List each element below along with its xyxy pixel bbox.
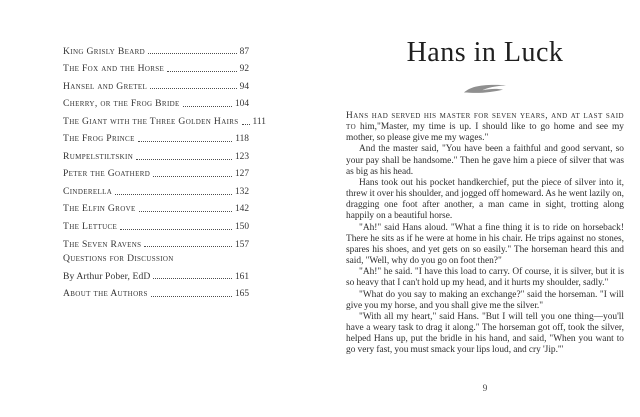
- toc-dot-leader: [153, 176, 232, 177]
- toc-entry-label: Cinderella: [63, 185, 113, 197]
- toc-dot-leader: [151, 296, 232, 297]
- ornament-icon: [346, 83, 624, 95]
- toc-dot-leader: [138, 141, 233, 142]
- toc-entry-page: 127: [234, 169, 249, 180]
- story-paragraph: Hans took out his pocket handkerchief, put the piece of silver into it, threw it over his shoulder, and jogged off homeward. As he went lazily on, dragging one foot after another, a man came in sight, trotting along happily on a beautiful horse.: [346, 177, 624, 222]
- toc-entry-page: 157: [234, 239, 249, 250]
- toc-entry: [63, 111, 266, 129]
- toc-entry-page: 118: [235, 134, 249, 145]
- toc-entry-page: 94: [239, 81, 249, 92]
- toc-entry-page: 150: [234, 222, 249, 233]
- toc-entry-heading: [63, 252, 249, 267]
- toc-dot-leader: [150, 88, 237, 89]
- toc-entry-page: 132: [234, 186, 249, 197]
- toc-entry-label: About the Authors: [63, 288, 148, 300]
- toc-entry-label: Peter the Goatherd: [63, 168, 151, 180]
- story-body: [346, 111, 624, 356]
- toc-entry-page: 142: [234, 204, 249, 215]
- toc-entry: [63, 59, 249, 77]
- story-paragraph: And the master said, "You have been a faithful and good servant, so your pay shall be handsome." Then he gave him a piece of silver that was as big as his head.: [346, 144, 624, 177]
- toc-entry: [63, 146, 249, 164]
- toc-entry-label: The Frog Prince: [63, 133, 135, 145]
- toc-entry: [63, 181, 249, 199]
- toc-entry-label: The Giant with the Three Golden Hairs: [63, 115, 239, 127]
- toc-entry: [63, 76, 249, 94]
- toc-dot-leader: [153, 278, 232, 279]
- toc-entry-page: 92: [239, 64, 249, 75]
- toc-entry: [63, 284, 249, 302]
- toc-entry-label: The Lettuce: [63, 221, 118, 233]
- toc-dot-leader: [136, 159, 232, 160]
- toc-entry-page: 161: [234, 271, 249, 282]
- toc-entry-label: King Grisly Beard: [63, 45, 146, 57]
- toc-entry-label: The Fox and the Horse: [63, 63, 165, 75]
- toc-entry: [63, 234, 249, 252]
- story-paragraph: "Ah!" said Hans aloud. "What a fine thing it is to ride on horseback! There he sits as if he were at home in his chair. He trips against no stones, spares his shoes, and yet gets on so easily." The horseman heard this and said, "Well, why do you go on foot then?": [346, 222, 624, 267]
- toc-dot-leader: [242, 124, 250, 125]
- toc-entry: [63, 129, 249, 147]
- story-page: [346, 0, 624, 417]
- toc-entry-label: Questions for Discussion: [63, 253, 174, 265]
- story-paragraph: "What do you say to making an exchange?" said the horseman. "I will give you my horse, and you shall give me the silver.": [346, 289, 624, 311]
- toc-dot-leader: [167, 71, 236, 72]
- table-of-contents: [63, 41, 266, 301]
- toc-entry-page: 165: [234, 289, 249, 300]
- toc-entry-label: The Elfin Grove: [63, 203, 136, 215]
- toc-entry-page: 123: [234, 151, 249, 162]
- toc-entry: [63, 216, 249, 234]
- story-paragraph: "Ah!" he said. "I have this load to carry. Of course, it is silver, but it is so heavy that I can't hold up my head, and it hurts my shoulder, sadly.": [346, 267, 624, 289]
- toc-entry: [63, 266, 249, 284]
- story-paragraph: "With all my heart," said Hans. "But I will tell you one thing—you'll have a weary task to drag it along." The horseman got off, took the silver, helped Hans up, put the bridle in his hand, and said, "When you want to go very fast, you must smack your lips loud, and cry 'Jip.'": [346, 311, 624, 356]
- toc-dot-leader: [144, 246, 232, 247]
- toc-entry: [63, 164, 249, 182]
- toc-dot-leader: [115, 194, 232, 195]
- toc-dot-leader: [183, 106, 232, 107]
- toc-entry-label: Rumpelstiltskin: [63, 150, 134, 162]
- toc-entry-label: By Arthur Pober, EdD: [63, 270, 151, 282]
- toc-dot-leader: [139, 211, 232, 212]
- toc-entry-page: 87: [239, 46, 249, 57]
- paragraph-lead-in: Hans had served his master for seven years, and at last said to: [346, 111, 624, 133]
- toc-entry-label: The Seven Ravens: [63, 238, 142, 250]
- toc-entry: [63, 199, 249, 217]
- toc-entry: [63, 41, 249, 59]
- page-number: 9: [482, 384, 488, 394]
- toc-entry-label: Cherry, or the Frog Bride: [63, 98, 180, 110]
- toc-dot-leader: [148, 53, 237, 54]
- chapter-title: Hans in Luck: [406, 37, 564, 68]
- toc-entry-label: Hansel and Gretel: [63, 80, 148, 92]
- toc-entry: [63, 94, 249, 112]
- story-paragraph: [346, 111, 624, 144]
- paragraph-lead-rest: him,"Master, my time is up. I should like to go home and see my mother, so please give me my wages.": [346, 122, 624, 144]
- toc-entry-page: 104: [234, 99, 249, 110]
- toc-entry-page: 111: [252, 116, 266, 127]
- toc-dot-leader: [120, 229, 232, 230]
